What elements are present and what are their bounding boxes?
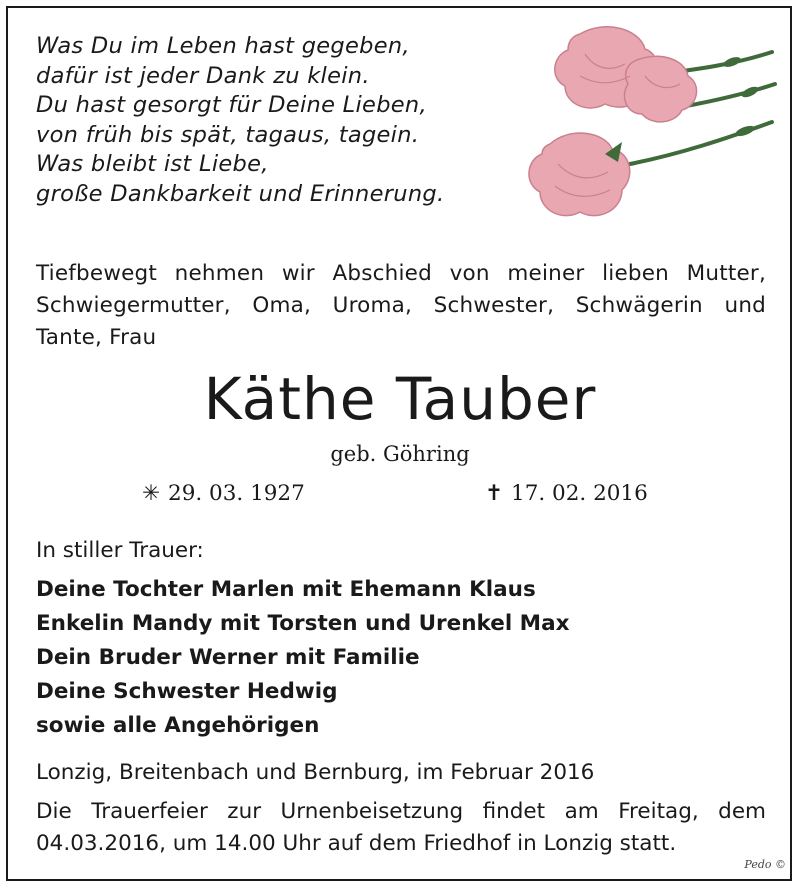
flowers-icon: [510, 14, 780, 254]
birth-star-icon: ✳: [142, 481, 161, 506]
poem-line: Was Du im Leben hast gegeben,: [36, 33, 410, 59]
funeral-line: Die Trauerfeier zur Urnenbeisetzung findet am Freitag, dem: [36, 799, 766, 824]
mourner-entry: Deine Tochter Marlen mit Ehemann Klaus: [36, 577, 536, 602]
publisher-credit: Pedo ©: [744, 858, 786, 871]
place-and-date: Lonzig, Breitenbach und Bernburg, im Februar 2016: [36, 760, 595, 785]
death-date-value: 17. 02. 2016: [511, 481, 648, 506]
mourner-list: [36, 573, 569, 743]
funeral-info: [36, 796, 766, 860]
intro-line: Schwiegermutter, Oma, Uroma, Schwester, Schwägerin und: [36, 293, 766, 318]
poem: [36, 32, 444, 209]
mourner-entry: Enkelin Mandy mit Torsten und Urenkel Max: [36, 611, 570, 636]
poem-line: Du hast gesorgt für Deine Lieben,: [36, 92, 427, 118]
intro-line: Tante, Frau: [36, 325, 157, 350]
poem-line: Was bleibt ist Liebe,: [36, 151, 269, 177]
birth-date-value: 29. 03. 1927: [168, 481, 305, 506]
cross-icon: ✝: [485, 481, 504, 506]
funeral-line: 04.03.2016, um 14.00 Uhr auf dem Friedhof in Lonzig statt.: [36, 831, 677, 856]
poem-line: große Dankbarkeit und Erinnerung.: [36, 180, 445, 207]
mourner-entry: Dein Bruder Werner mit Familie: [36, 645, 420, 670]
birth-date: [142, 480, 305, 508]
mourner-entry: Deine Schwester Hedwig: [36, 679, 338, 704]
intro-text: [36, 258, 766, 354]
maiden-name: geb. Göhring: [330, 442, 470, 466]
mourner-entry: sowie alle Angehörigen: [36, 713, 320, 738]
poem-line: dafür ist jeder Dank zu klein.: [36, 62, 370, 89]
intro-line: Tiefbewegt nehmen wir Abschied von meiner lieben Mutter,: [36, 261, 766, 286]
mourning-heading: In stiller Trauer:: [36, 538, 204, 563]
death-date: [485, 480, 648, 508]
deceased-name: Käthe Tauber: [203, 365, 597, 433]
poem-line: von früh bis spät, tagaus, tagein.: [36, 121, 420, 148]
